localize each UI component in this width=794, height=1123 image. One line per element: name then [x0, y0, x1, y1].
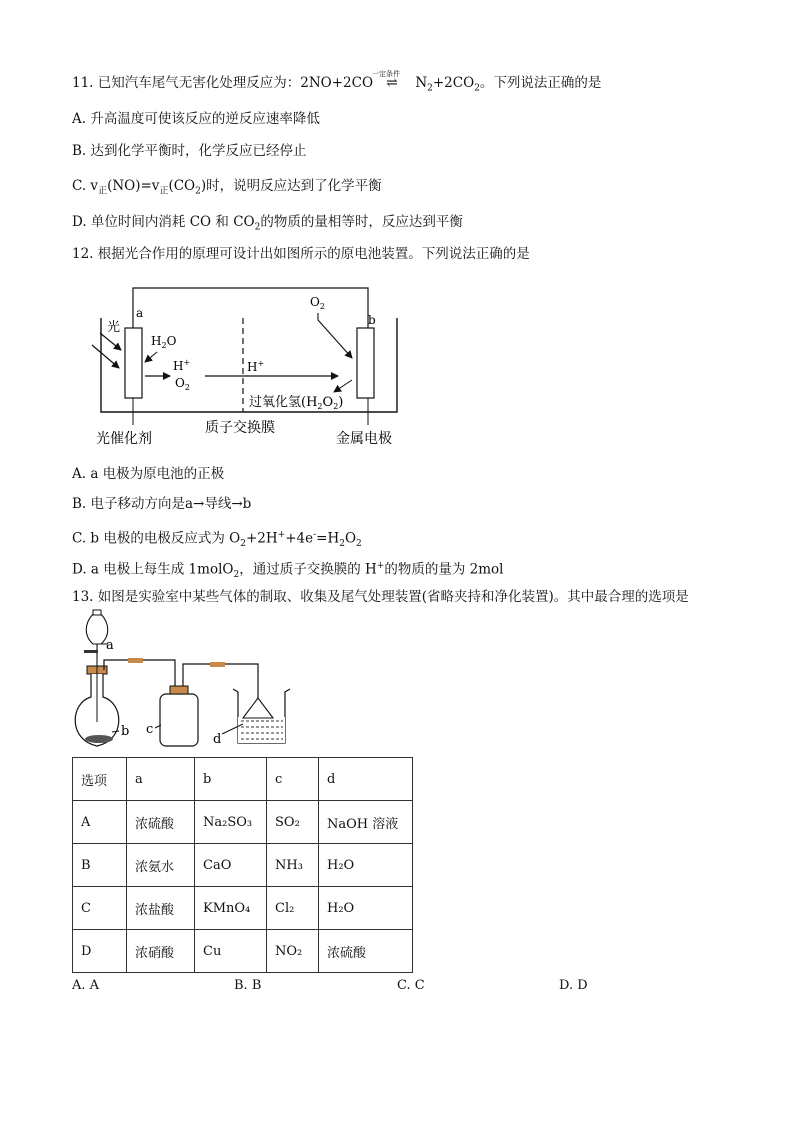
table-cell: Na₂SO₃	[195, 801, 267, 844]
electrode-a-label: a	[136, 306, 144, 320]
galvanic-cell-diagram	[0, 0, 794, 460]
gas-apparatus-diagram	[0, 600, 794, 755]
o2-top-label: $O_2$	[310, 295, 325, 311]
electrode-a	[125, 328, 142, 398]
table-cell: H₂O	[319, 844, 413, 887]
electrode-b	[357, 328, 374, 398]
table-cell: Cl₂	[267, 887, 319, 930]
q11-d-start: D. 单位时间内消耗 CO 和 CO	[72, 214, 255, 230]
table-row	[73, 844, 413, 887]
table-cell: 浓氨水	[127, 844, 195, 887]
q12-option-b: B. 电子移动方向是a→导线→b	[72, 496, 252, 512]
label-b: b	[121, 724, 130, 739]
table-cell: NH₃	[267, 844, 319, 887]
q13-stem: 13. 如图是实验室中某些气体的制取、收集及尾气处理装置(省略夹持和净化装置)。其中最合理的选项是	[72, 589, 689, 605]
delivery-tube-2	[183, 664, 258, 698]
catalyst-label: 光催化剂	[96, 431, 152, 447]
header-cell: a	[127, 758, 195, 801]
table-cell: NO₂	[267, 930, 319, 973]
q11-equilibrium-arrow: ⇌	[386, 75, 398, 91]
h2o-arrow	[145, 352, 157, 362]
electrode-b-label: b	[368, 313, 376, 327]
h2o-label: $H_2O$	[151, 334, 177, 350]
q11-d-end: 的物质的量相等时，反应达到平衡	[260, 214, 463, 230]
choice-c: C. C	[397, 978, 425, 993]
hplus-right-label: H+	[247, 359, 265, 374]
table-cell: 浓盐酸	[127, 887, 195, 930]
metal-electrode-label: 金属电极	[336, 431, 392, 447]
q11-stem-end: 。下列说法正确的是	[479, 75, 602, 91]
q11-n2: N	[415, 75, 428, 91]
label-c: c	[146, 722, 154, 737]
label-d: d	[213, 732, 222, 747]
solid-reagent-b	[85, 735, 113, 743]
q11-option-a: A. 升高温度可使该反应的逆反应速率降低	[72, 111, 320, 127]
table-row	[73, 801, 413, 844]
table-cell: 浓硝酸	[127, 930, 195, 973]
header-cell: b	[195, 758, 267, 801]
q11-stem-start: 11. 已知汽车尾气无害化处理反应为：2NO+2CO	[72, 75, 374, 91]
q12-option-a: A. a 电极为原电池的正极	[72, 466, 225, 482]
q11-option-b: B. 达到化学平衡时，化学反应已经停止	[72, 143, 307, 159]
header-cell: c	[267, 758, 319, 801]
q12-option-d: D. a 电极上每生成 1molO$_2$，通过质子交换膜的 H+的物质的量为 2mol	[72, 561, 504, 581]
q12-option-c: C. b 电极的电极反应式为 $O_2+2H^++4e^-=H_2O_2$	[72, 530, 362, 550]
o2-input-arrow	[318, 313, 352, 358]
q11-n2-sub: 2	[427, 83, 433, 94]
light-arrow-2	[92, 345, 119, 368]
table-cell: KMnO₄	[195, 887, 267, 930]
external-wire	[133, 288, 368, 328]
q12-stem: 12. 根据光合作用的原理可设计出如图所示的原电池装置。下列说法正确的是	[72, 246, 530, 262]
peroxide-label: 过氧化氢$(H_2O_2)$	[249, 395, 344, 411]
q11-c-co2: (CO	[168, 178, 196, 194]
table-cell: NaOH 溶液	[319, 801, 413, 844]
q11-d-sub: 2	[254, 222, 261, 233]
table-cell: CaO	[195, 844, 267, 887]
table-row	[73, 930, 413, 973]
q11-co2-sub: 2	[474, 83, 480, 94]
q11-c-sub2: 正	[159, 186, 169, 197]
table-cell: Cu	[195, 930, 267, 973]
label-a: a	[106, 638, 114, 653]
q11-c-sub1: 正	[98, 186, 108, 197]
table-cell: D	[73, 930, 127, 973]
choice-d: D. D	[559, 978, 588, 993]
header-cell: 选项	[73, 758, 127, 801]
q11-condition-text: 一定条件	[372, 70, 401, 78]
table-cell: A	[73, 801, 127, 844]
funnel-stopcock	[84, 650, 98, 653]
q11-co2: +2CO	[432, 75, 475, 91]
table-header-row	[73, 758, 413, 801]
hplus-left-label: H+	[173, 358, 191, 373]
table-cell: C	[73, 887, 127, 930]
q11-c-end: )时，说明反应达到了化学平衡	[200, 178, 382, 194]
q11-c-v1: C. v	[72, 178, 99, 194]
table-cell: 浓硫酸	[127, 801, 195, 844]
collection-bottle	[160, 694, 198, 746]
choice-b: B. B	[234, 978, 262, 993]
q11-c-sub3: 2	[195, 186, 201, 197]
q11-c-v2: (NO)=v	[107, 178, 160, 194]
bottle-stopper	[170, 686, 188, 694]
table-cell: SO₂	[267, 801, 319, 844]
choice-a: A. A	[72, 978, 100, 993]
inverted-funnel	[243, 698, 273, 718]
table-cell: B	[73, 844, 127, 887]
light-label: 光	[107, 320, 121, 335]
o2-left-label: $O_2$	[175, 376, 190, 392]
header-cell: d	[319, 758, 413, 801]
h2o2-arrow	[334, 380, 352, 392]
separatory-funnel	[86, 614, 108, 644]
table-cell: H₂O	[319, 887, 413, 930]
table-row	[73, 887, 413, 930]
options-table	[72, 757, 413, 973]
table-cell: 浓硫酸	[319, 930, 413, 973]
light-arrow-1	[100, 333, 121, 350]
membrane-label: 质子交换膜	[205, 420, 275, 436]
